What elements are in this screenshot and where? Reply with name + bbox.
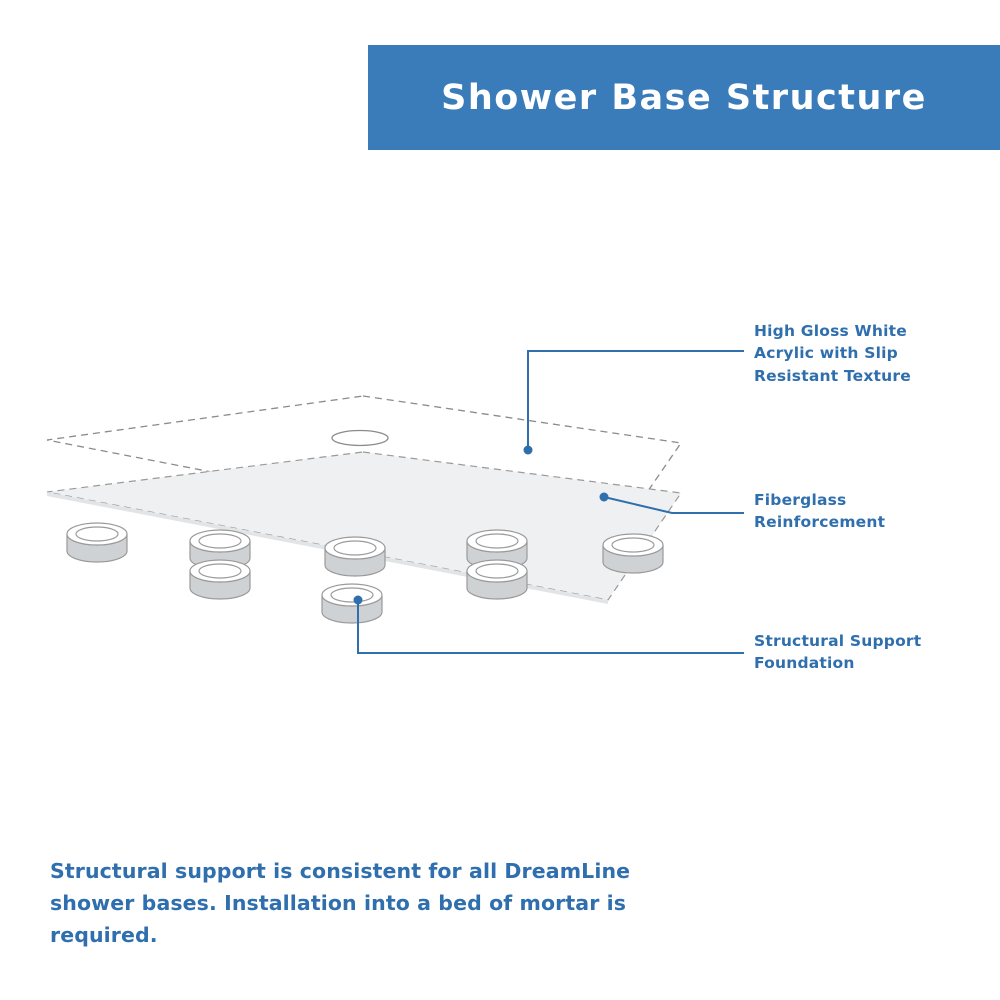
leader-line-support xyxy=(358,600,744,653)
leader-dot-fiberglass xyxy=(600,493,609,502)
support-ring xyxy=(467,560,527,599)
page-title: Shower Base Structure xyxy=(441,77,927,118)
callout-acrylic-label: High Gloss White Acrylic with Slip Resistant Texture xyxy=(754,322,911,385)
support-ring xyxy=(322,584,382,623)
leader-dot-support xyxy=(354,596,363,605)
support-ring xyxy=(67,523,127,562)
fiberglass-layer xyxy=(47,452,681,604)
support-ring xyxy=(603,534,663,573)
callout-support-label: Structural Support Foundation xyxy=(754,632,922,673)
support-ring xyxy=(325,537,385,576)
callout-fiberglass-label: Fiberglass Reinforcement xyxy=(754,491,886,532)
support-ring xyxy=(190,560,250,599)
footer-note: Structural support is consistent for all DreamLine shower bases. Installation into a bed of mortar is required. xyxy=(50,859,631,947)
drain-opening xyxy=(332,431,388,446)
leader-line-acrylic xyxy=(528,351,744,450)
leader-dot-acrylic xyxy=(524,446,533,455)
